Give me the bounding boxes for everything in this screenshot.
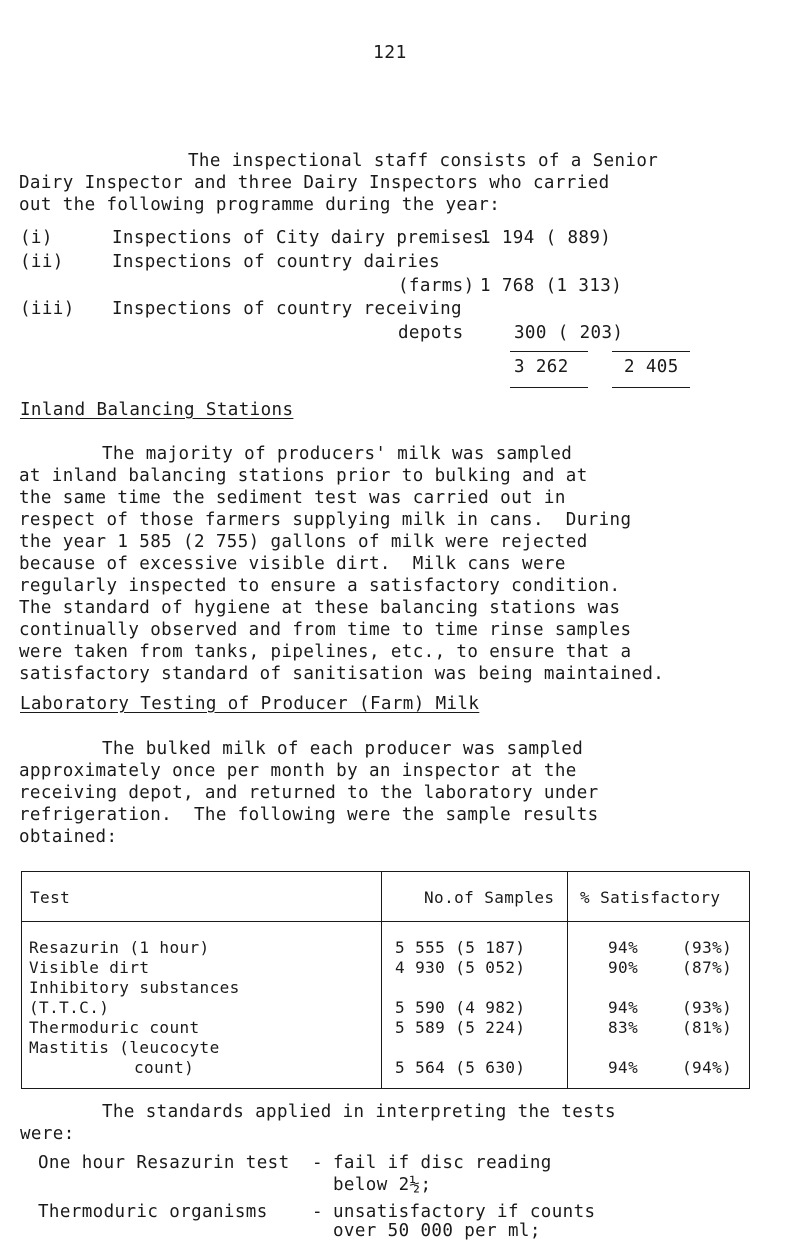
standard-rule-cont: below 2½;: [333, 1175, 432, 1195]
body-line: The standard of hygiene at these balancing stations was: [19, 598, 621, 618]
standard-name: One hour Resazurin test: [38, 1153, 290, 1173]
section-heading-laboratory: Laboratory Testing of Producer (Farm) Milk: [20, 694, 480, 714]
programme-item-value: 1 194 ( 889): [480, 228, 612, 248]
table-cell-pct: 94%: [608, 1058, 639, 1077]
table-cell-samples: 5 590 (4 982): [395, 998, 526, 1017]
body-line: the same time the sediment test was carried out in: [19, 488, 566, 508]
intro-line-3: out the following programme during the year:: [19, 195, 501, 215]
standard-rule: unsatisfactory if counts: [333, 1202, 596, 1222]
total-previous: 2 405: [624, 357, 679, 377]
table-cell-pct: 94%: [608, 938, 639, 957]
programme-item-label: Inspections of country dairies: [112, 252, 441, 272]
table-cell-test-cont: (T.T.C.): [29, 998, 110, 1017]
intro-line-1: The inspectional staff consists of a Senior: [188, 151, 659, 171]
programme-item-label-cont: depots: [398, 323, 464, 343]
table-cell-test: Resazurin (1 hour): [29, 938, 210, 957]
table-cell-pct: 83%: [608, 1018, 639, 1037]
table-cell-pct-prev: (81%): [682, 1018, 733, 1037]
body-line: approximately once per month by an inspector at the: [19, 761, 577, 781]
programme-item-num: (iii): [20, 299, 75, 319]
programme-item-label: Inspections of City dairy premises: [112, 228, 484, 248]
table-cell-test: Visible dirt: [29, 958, 150, 977]
table-cell-pct-prev: (93%): [682, 938, 733, 957]
table-header-test: Test: [30, 888, 71, 907]
total-rule-previous: [612, 387, 690, 388]
table-cell-test: Inhibitory substances: [29, 978, 240, 997]
table-cell-pct: 94%: [608, 998, 639, 1017]
table-cell-pct: 90%: [608, 958, 639, 977]
body-line: regularly inspected to ensure a satisfactory condition.: [19, 576, 621, 596]
table-cell-pct-prev: (87%): [682, 958, 733, 977]
standard-name: Thermoduric organisms: [38, 1202, 268, 1222]
table-cell-test: Mastitis (leucocyte: [29, 1038, 220, 1057]
column-divider: [567, 871, 568, 1089]
table-header-samples: No.of Samples: [424, 888, 555, 907]
body-line: The bulked milk of each producer was sampled: [102, 739, 584, 759]
body-line: because of excessive visible dirt. Milk cans were: [19, 554, 566, 574]
standard-rule-cont: over 50 000 per ml;: [333, 1221, 541, 1241]
programme-item-label-cont: (farms): [398, 276, 475, 296]
subtotal-rule-previous: [612, 351, 690, 352]
standard-dash: -: [312, 1202, 323, 1222]
table-cell-samples: 4 930 (5 052): [395, 958, 526, 977]
table-cell-test: Thermoduric count: [29, 1018, 200, 1037]
table-cell-samples: 5 589 (5 224): [395, 1018, 526, 1037]
standard-rule: fail if disc reading: [333, 1153, 552, 1173]
page-number: 121: [373, 42, 407, 63]
body-line: continually observed and from time to time rinse samples: [19, 620, 632, 640]
standards-intro-cont: were:: [20, 1124, 75, 1144]
table-cell-pct-prev: (94%): [682, 1058, 733, 1077]
body-line: The majority of producers' milk was sampled: [102, 444, 573, 464]
column-divider: [381, 871, 382, 1089]
standards-intro: The standards applied in interpreting the tests: [102, 1102, 616, 1122]
programme-item-value: 1 768 (1 313): [480, 276, 623, 296]
total-rule-current: [510, 387, 588, 388]
section-heading-balancing: Inland Balancing Stations: [20, 400, 294, 420]
body-line: refrigeration. The following were the sample results: [19, 805, 599, 825]
subtotal-rule-current: [510, 351, 588, 352]
body-line: were taken from tanks, pipelines, etc., to ensure that a: [19, 642, 632, 662]
body-line: receiving depot, and returned to the laboratory under: [19, 783, 599, 803]
standard-dash: -: [312, 1153, 323, 1173]
table-cell-test-cont: count): [134, 1058, 195, 1077]
programme-item-value: 300 ( 203): [514, 323, 624, 343]
programme-item-num: (ii): [20, 252, 64, 272]
intro-line-2: Dairy Inspector and three Dairy Inspectors who carried: [19, 173, 610, 193]
header-divider: [21, 921, 750, 922]
table-header-satisfactory: % Satisfactory: [580, 888, 721, 907]
programme-item-num: (i): [20, 228, 53, 248]
body-line: respect of those farmers supplying milk in cans. During: [19, 510, 632, 530]
body-line: obtained:: [19, 827, 118, 847]
programme-item-label: Inspections of country receiving: [112, 299, 462, 319]
body-line: the year 1 585 (2 755) gallons of milk were rejected: [19, 532, 588, 552]
table-cell-samples: 5 564 (5 630): [395, 1058, 526, 1077]
body-line: satisfactory standard of sanitisation was being maintained.: [19, 664, 665, 684]
body-line: at inland balancing stations prior to bulking and at: [19, 466, 588, 486]
table-cell-samples: 5 555 (5 187): [395, 938, 526, 957]
total-current: 3 262: [514, 357, 569, 377]
table-cell-pct-prev: (93%): [682, 998, 733, 1017]
